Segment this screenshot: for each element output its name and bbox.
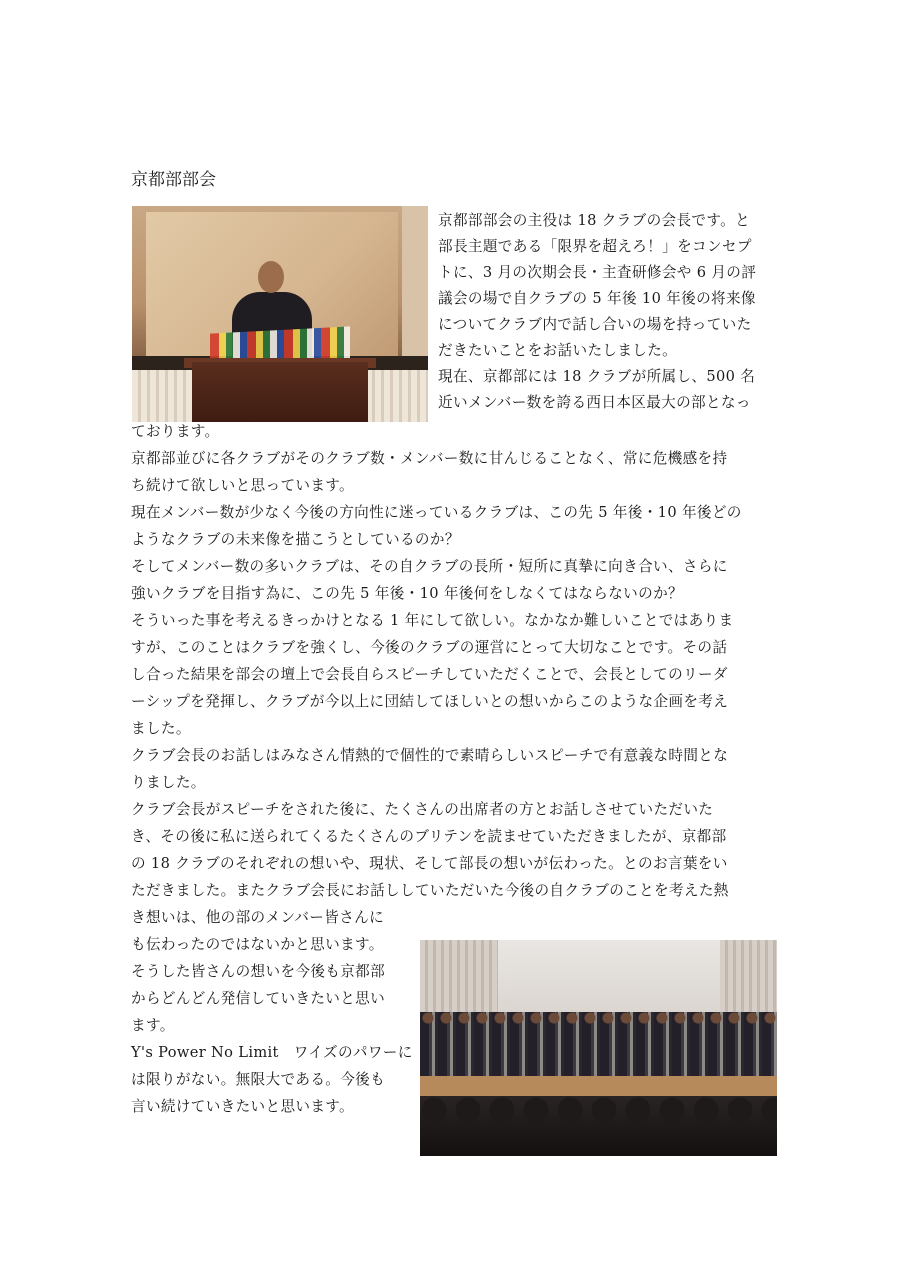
body-line: 部長主題である「限界を超えろ！」をコンセプ [438,238,752,255]
body-line: 強いクラブを目指す為に、この先 5 年後・10 年後何をしなくてはならないのか？ [131,585,683,602]
body-line: 言い続けていきたいと思います。 [131,1098,354,1115]
body-line: すが、このことはクラブを強くし、今後のクラブの運営にとって大切なことです。その話 [131,639,728,656]
speaker-photo [132,206,428,422]
body-line: Y's Power No Limit ワイズのパワーに [131,1044,413,1061]
body-line: りました。 [131,774,206,791]
body-line: トに、3 月の次期会長・主査研修会や 6 月の評 [438,264,757,281]
body-line: 京都部並びに各クラブがそのクラブ数・メンバー数に甘んじることなく、常に危機感を持 [131,450,728,467]
body-line: ました。 [131,720,191,737]
body-line: そういった事を考えるきっかけとなる 1 年にして欲しい。なかなか難しいことではありま [131,612,734,629]
body-line: き、その後に私に送られてくるたくさんのブリテンを読ませていただきましたが、京都部 [131,828,727,845]
body-line: ます。 [131,1017,175,1034]
body-line: 議会の場で自クラブの 5 年後 10 年後の将来像 [438,290,756,307]
body-line: からどんどん発信していきたいと思い [131,990,386,1007]
body-line: についてクラブ内で話し合いの場を持っていた [438,316,752,333]
body-line: そしてメンバー数の多いクラブは、その自クラブの長所・短所に真摯に向き合い、さらに [131,558,728,575]
body-line: は限りがない。無限大である。今後も [131,1071,386,1088]
body-line: そうした皆さんの想いを今後も京都部 [131,963,386,980]
body-line: 現在、京都部には 18 クラブが所属し、500 名 [438,368,756,385]
body-line: だきたいことをお話いたしました。 [438,342,678,359]
group-photo [420,940,777,1156]
body-line: クラブ会長がスピーチをされた後に、たくさんの出席者の方とお話しさせていただいた [131,801,714,818]
body-line: ーシップを発揮し、クラブが今以上に団結してほしいとの想いからこのような企画を考え [131,693,729,710]
body-line: 現在メンバー数が少なく今後の方向性に迷っているクラブは、この先 5 年後・10 年後どの [131,504,742,521]
body-line: クラブ会長のお話しはみなさん情熱的で個性的で素晴らしいスピーチで有意義な時間とな [131,747,729,764]
body-line: ち続けて欲しいと思っています。 [131,477,354,494]
body-line: ようなクラブの未来像を描こうとしているのか？ [131,531,460,548]
body-line: し合った結果を部会の壇上で会長自らスピーチしていただくことで、会長としてのリーダ [131,666,728,683]
body-line: 近いメンバー数を誇る西日本区最大の部となっ [438,394,751,411]
body-line: き想いは、他の部のメンバー皆さんに [131,909,385,926]
body-line: の 18 クラブのそれぞれの想いや、現状、そして部長の想いが伝わった。とのお言葉をい [131,855,728,872]
body-line: 京都部部会の主役は 18 クラブの会長です。と [438,212,751,229]
body-line: も伝わったのではないかと思います。 [131,936,384,953]
body-line: ただきました。またクラブ会長にお話ししていただいた今後の自クラブのことを考えた熱 [131,882,729,899]
body-line: ております。 [131,423,220,440]
page-title: 京都部部会 [131,170,216,190]
